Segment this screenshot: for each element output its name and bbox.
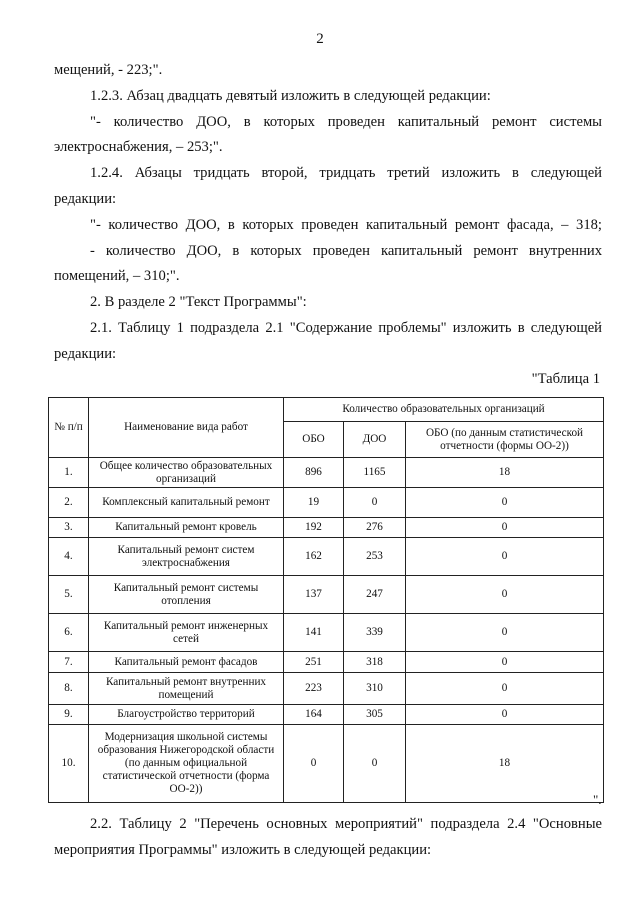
cell-obo: 896	[284, 458, 344, 488]
cell-stat: 0	[406, 488, 604, 518]
tail-text	[54, 812, 602, 864]
cell-doo: 339	[344, 614, 406, 652]
cell-name: Благоустройство территорий	[89, 705, 284, 725]
cell-doo: 0	[344, 488, 406, 518]
cell-stat: 18	[406, 458, 604, 488]
cell-name: Капитальный ремонт систем электроснабжения	[89, 538, 284, 576]
cell-obo: 0	[284, 725, 344, 803]
cell-doo: 1165	[344, 458, 406, 488]
cell-obo: 251	[284, 652, 344, 673]
paragraph: 1.2.3. Абзац двадцать девятый изложить в следующей редакции:	[90, 87, 491, 104]
header-group: Количество образовательных организаций	[284, 398, 604, 422]
cell-num: 10.	[49, 725, 89, 803]
cell-num: 7.	[49, 652, 89, 673]
cell-name: Капитальный ремонт инженерных сетей	[89, 614, 284, 652]
cell-stat: 0	[406, 576, 604, 614]
cell-name: Модернизация школьной системы образования Нижегородской области (по данным официальной статистической отчетности (форма ОО-2))	[89, 725, 284, 803]
cell-name: Капитальный ремонт кровель	[89, 518, 284, 538]
cell-name: Комплексный капитальный ремонт	[89, 488, 284, 518]
table-row	[49, 652, 604, 673]
table-row	[49, 518, 604, 538]
cell-doo: 318	[344, 652, 406, 673]
cell-doo: 0	[344, 725, 406, 803]
table-caption: "Таблица 1	[531, 371, 600, 387]
cell-num: 6.	[49, 614, 89, 652]
table-row	[49, 538, 604, 576]
cell-name: Капитальный ремонт фасадов	[89, 652, 284, 673]
cell-doo: 247	[344, 576, 406, 614]
cell-num: 2.	[49, 488, 89, 518]
table-row	[49, 458, 604, 488]
header-name: Наименование вида работ	[89, 398, 284, 458]
cell-doo: 310	[344, 673, 406, 705]
body-text	[54, 58, 602, 368]
cell-stat: 0	[406, 705, 604, 725]
paragraph: 2.1. Таблицу 1 подраздела 2.1 "Содержание проблемы" изложить в следующей редакции:	[54, 319, 602, 362]
page-number: 2	[316, 31, 324, 47]
cell-stat: 0	[406, 652, 604, 673]
cell-stat: 18	[406, 725, 604, 803]
cell-obo: 192	[284, 518, 344, 538]
cell-obo: 164	[284, 705, 344, 725]
cell-name: Капитальный ремонт внутренних помещений	[89, 673, 284, 705]
cell-stat: 0	[406, 518, 604, 538]
header-num: № п/п	[49, 398, 89, 458]
paragraph: - количество ДОО, в которых проведен капитальный ремонт внутренних помещений, – 310;".	[54, 242, 602, 285]
cell-name: Общее количество образовательных организаций	[89, 458, 284, 488]
cell-obo: 141	[284, 614, 344, 652]
cell-name: Капитальный ремонт системы отопления	[89, 576, 284, 614]
paragraph: 2. В разделе 2 "Текст Программы":	[90, 294, 307, 311]
header-obo-stat: ОБО (по данным статистической отчетности (формы ОО-2))	[406, 422, 604, 458]
table-row	[49, 614, 604, 652]
cell-stat: 0	[406, 614, 604, 652]
table-row	[49, 725, 604, 803]
table-row	[49, 673, 604, 705]
cell-doo: 253	[344, 538, 406, 576]
table-closing-quote: ".	[593, 792, 602, 807]
cell-num: 5.	[49, 576, 89, 614]
table-row	[49, 488, 604, 518]
cell-stat: 0	[406, 538, 604, 576]
cell-num: 1.	[49, 458, 89, 488]
cell-num: 3.	[49, 518, 89, 538]
paragraph: "- количество ДОО, в которых проведен капитальный ремонт системы электроснабжения, – 253;".	[54, 113, 602, 156]
header-doo: ДОО	[344, 422, 406, 458]
cell-obo: 137	[284, 576, 344, 614]
cell-num: 8.	[49, 673, 89, 705]
cell-doo: 305	[344, 705, 406, 725]
table-row	[49, 576, 604, 614]
cell-num: 9.	[49, 705, 89, 725]
table-row	[49, 705, 604, 725]
header-obo: ОБО	[284, 422, 344, 458]
paragraph: 2.2. Таблицу 2 "Перечень основных мероприятий" подраздела 2.4 "Основные мероприятия Программы" изложить в следующей редакции:	[54, 816, 602, 858]
paragraph: 1.2.4. Абзацы тридцать второй, тридцать третий изложить в следующей редакции:	[54, 165, 602, 207]
paragraph: мещений, - 223;".	[54, 62, 163, 78]
cell-obo: 223	[284, 673, 344, 705]
cell-stat: 0	[406, 673, 604, 705]
paragraph: "- количество ДОО, в которых проведен капитальный ремонт фасада, – 318;	[90, 216, 602, 233]
cell-num: 4.	[49, 538, 89, 576]
data-table	[48, 397, 604, 803]
cell-obo: 162	[284, 538, 344, 576]
cell-doo: 276	[344, 518, 406, 538]
cell-obo: 19	[284, 488, 344, 518]
